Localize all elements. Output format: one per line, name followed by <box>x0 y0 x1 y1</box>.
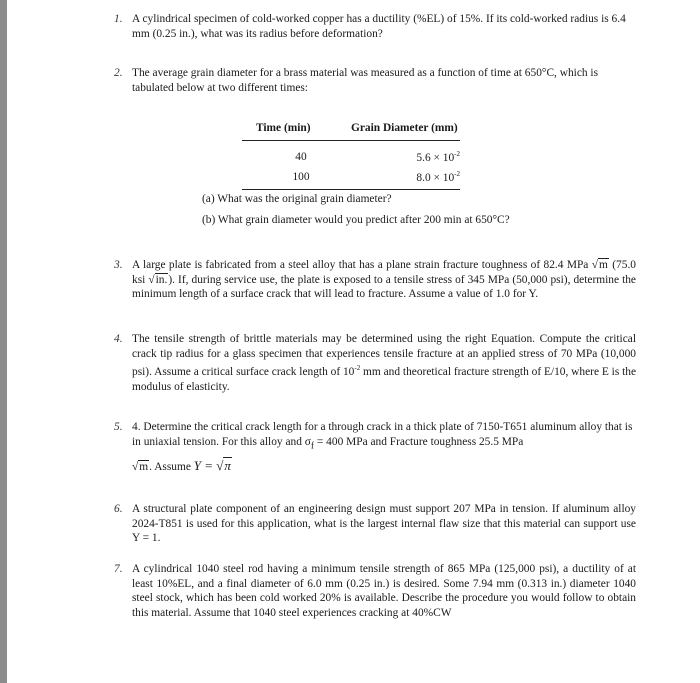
question-5 <box>114 420 636 475</box>
question-2 <box>114 66 636 95</box>
question-number: 7. <box>114 563 123 575</box>
question-number: 3. <box>114 259 123 271</box>
page-edge-strip <box>0 0 7 683</box>
table-bottom-rule <box>242 189 460 190</box>
question-4 <box>114 332 636 394</box>
question-text: A large plate is fabricated from a steel alloy that has a plane strain fracture toughness of 82.4 MPa √m (75.0 ksi √in.). If, during service use, the plate is exposed to a tensile stress of 345 MPa (50,000 psi), determine the minimum length of a surface crack that will lead to fracture. Assume a value of 1.0 for Y. <box>132 259 636 301</box>
column-header-diameter: Grain Diameter (mm) <box>351 122 458 134</box>
subquestion-a: (a) What was the original grain diameter? <box>202 193 392 205</box>
question-text: A cylindrical 1040 steel rod having a minimum tensile strength of 865 MPa (125,000 psi), a ductility of at least 10%EL, and a final diameter of 6.0 mm (0.25 in.) is desired. Some 7.94 mm (0.313 in.) diameter 1040 steel stock, which has been cold worked 20% is available. Describe the procedure you would follow to obtain this material. Assume that 1040 steel experiences cracking at 40%CW <box>132 563 636 619</box>
question-6 <box>114 502 636 546</box>
grain-diameter-table <box>242 118 460 190</box>
table-row <box>242 167 460 187</box>
subquestion-b: (b) What grain diameter would you predict after 200 min at 650°C? <box>202 214 510 226</box>
question-number: 4. <box>114 333 123 345</box>
question-7 <box>114 562 636 620</box>
question-text: The tensile strength of brittle materials may be determined using the right Equation. Compute the critical crack tip radius for a glass specimen that experiences tensile fracture at an applied stress of 70 MPa (10,000 psi). Assume a critical surface crack length of $10^{-2}$ mm and theoretical fracture strength of E/10, where E is the modulus of elasticity. <box>132 333 637 393</box>
table-row <box>242 147 460 167</box>
cell-diameter: $5.6 \times 10^{-2}$ <box>416 150 460 164</box>
question-1 <box>114 12 636 41</box>
question-number: 1. <box>114 13 123 25</box>
table-header <box>242 118 460 141</box>
cell-time: 100 <box>292 171 310 183</box>
column-header-time: Time (min) <box>256 122 311 134</box>
question-text: The average grain diameter for a brass material was measured as a function of time at 650°C, which is tabulated below at two different times: <box>132 67 599 94</box>
cell-diameter: $8.0 \times 10^{-2}$ <box>416 170 460 184</box>
question-text: A cylindrical specimen of cold-worked copper has a ductility (%EL) of 15%. If its cold-worked radius is 6.4 mm (0.25 in.), what was its radius before deformation? <box>132 13 626 40</box>
question-text: A structural plate component of an engineering design must support 207 MPa in tension. If aluminum alloy 2024-T851 is used for this application, what is the largest internal flaw size that this material can support use Y = 1. <box>132 503 636 545</box>
question-number: 5. <box>114 421 123 433</box>
cell-time: 40 <box>295 151 307 163</box>
question-number: 6. <box>114 503 123 515</box>
question-text: 4. Determine the critical crack length for a through crack in a thick plate of 7150-T651 aluminum alloy that is in uniaxial tension. For this alloy and $\sigma_f = 400$ MPa and Fracture toughness 25.5 MPa √m. Assume Y = √π <box>132 421 633 474</box>
question-number: 2. <box>114 67 123 79</box>
question-3 <box>114 258 636 302</box>
